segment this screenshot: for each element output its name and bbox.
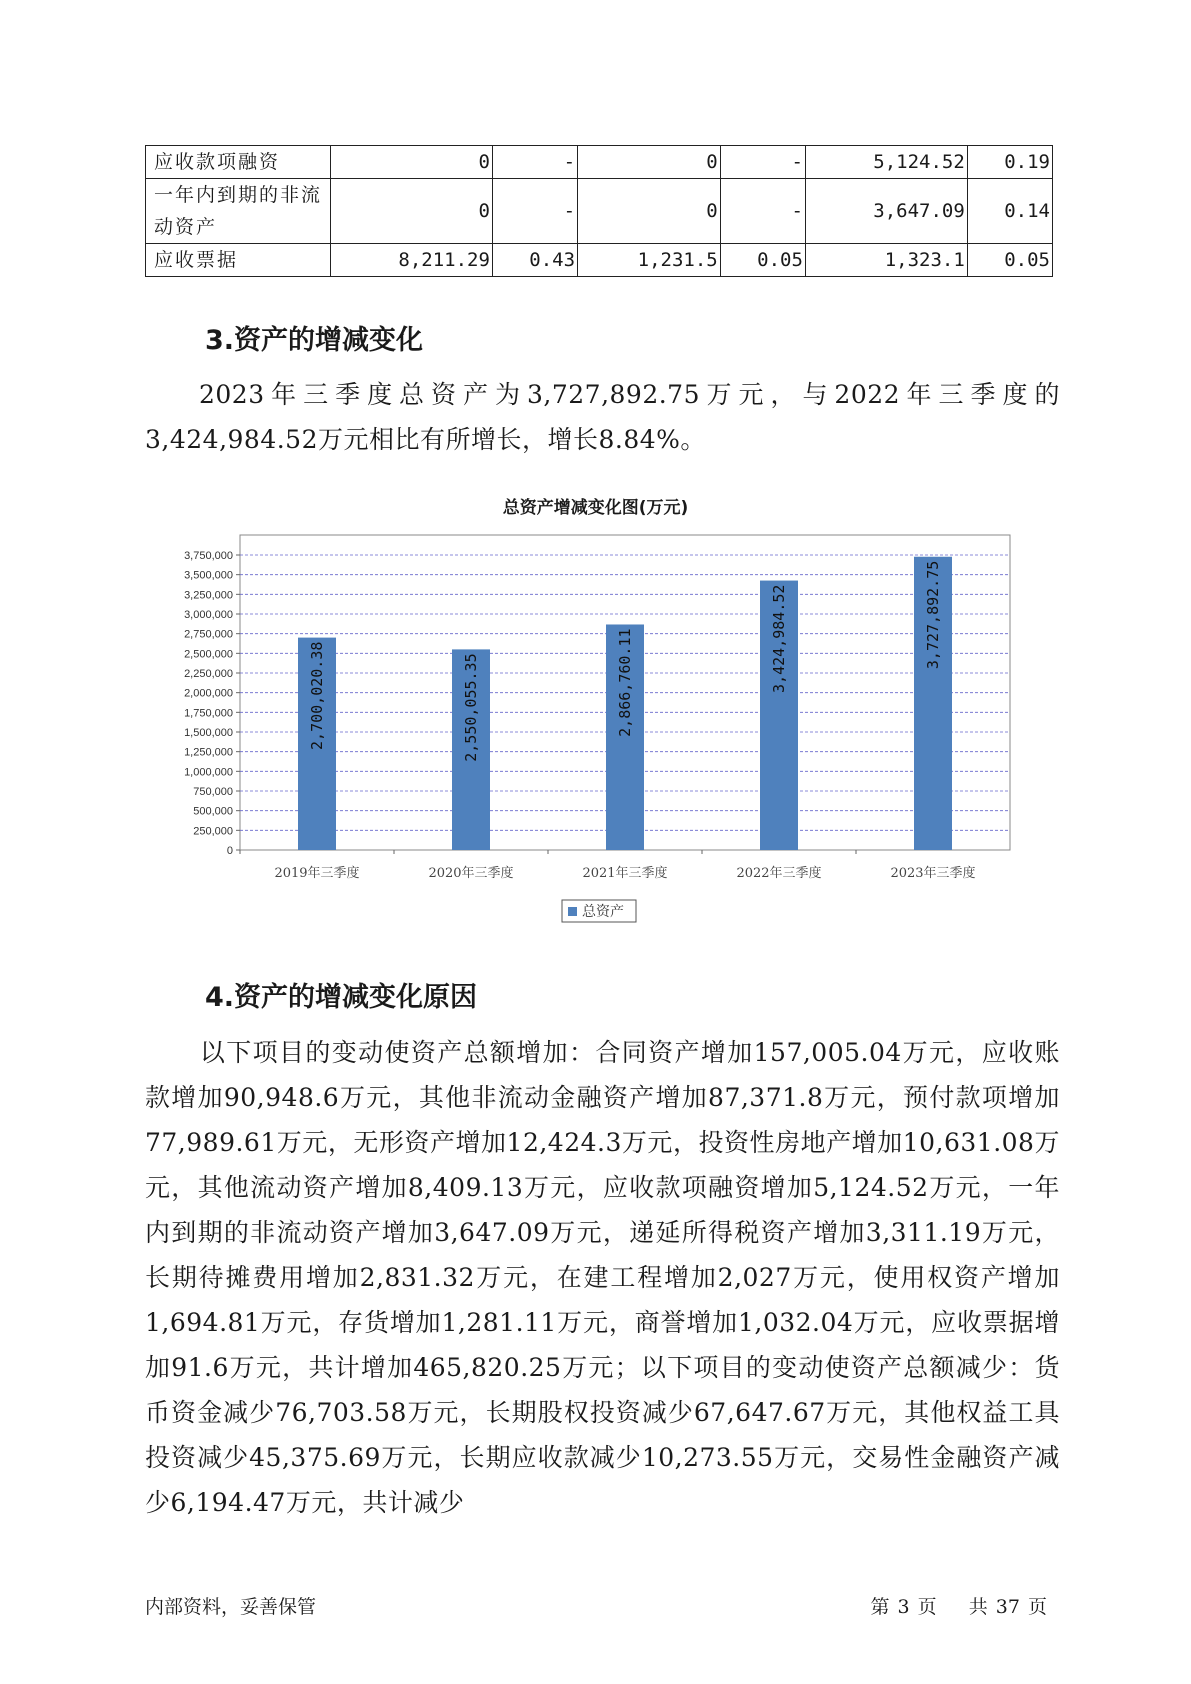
section-heading: 4.资产的增减变化原因: [205, 982, 478, 1013]
table-cell: 1,231.5: [578, 244, 721, 277]
y-tick-label: 3,250,000: [184, 589, 233, 602]
row-name: 一年内到期的非流动资产: [146, 179, 331, 244]
table-cell: -: [492, 179, 577, 244]
table-cell: -: [720, 146, 805, 179]
asset-bar-chart: [150, 525, 1020, 945]
y-tick-label: 1,000,000: [184, 766, 233, 779]
bar-data-label: 3,727,892.75: [924, 560, 942, 670]
y-tick-label: 3,750,000: [184, 550, 233, 562]
y-tick-label: 2,750,000: [184, 628, 233, 641]
section-heading: 3.资产的增减变化: [205, 325, 424, 356]
legend-swatch: [568, 907, 577, 916]
y-tick-label: 500,000: [193, 805, 233, 818]
table-cell: 3,647.09: [805, 179, 967, 244]
table-cell: 0.05: [720, 244, 805, 277]
y-tick-label: 750,000: [193, 786, 233, 798]
y-tick-label: 2,000,000: [184, 687, 233, 700]
section-paragraph: 2023年三季度总资产为3,727,892.75万元，与2022年三季度的3,424,984.52万元相比有所增长，增长8.84%。: [145, 380, 1060, 454]
table-cell: 0.05: [967, 244, 1052, 277]
table-cell: 1,323.1: [805, 244, 967, 277]
y-tick-label: 3,000,000: [184, 609, 233, 621]
bar-data-label: 2,550,055.35: [462, 653, 480, 762]
x-tick-label: 2023年三季度: [890, 866, 976, 881]
y-tick-label: 3,500,000: [184, 569, 233, 582]
y-tick-label: 0: [226, 845, 233, 857]
bar-data-label: 2,866,760.11: [616, 628, 634, 737]
table-cell: 5,124.52: [805, 146, 967, 179]
table-cell: 0.14: [967, 179, 1052, 244]
y-tick-label: 2,500,000: [184, 648, 233, 661]
bar-data-label: 2,700,020.38: [308, 641, 326, 750]
table-cell: -: [720, 179, 805, 244]
x-tick-label: 2022年三季度: [736, 866, 822, 881]
table-row: [146, 244, 1053, 277]
asset-table: [145, 145, 1053, 277]
x-tick-label: 2021年三季度: [582, 866, 668, 881]
table-cell: 0: [331, 179, 493, 244]
x-tick-label: 2020年三季度: [428, 866, 514, 881]
row-name: 应收款项融资: [146, 146, 331, 179]
y-tick-label: 1,750,000: [184, 707, 233, 720]
row-name: 应收票据: [146, 244, 331, 277]
y-tick-label: 250,000: [193, 825, 233, 838]
table-cell: -: [492, 146, 577, 179]
table-cell: 8,211.29: [331, 244, 493, 277]
table-cell: 0: [578, 146, 721, 179]
y-tick-label: 2,250,000: [184, 668, 233, 680]
footer-note: 内部资料，妥善保管: [145, 1596, 317, 1618]
legend-label: 总资产: [582, 904, 624, 920]
y-tick-label: 1,250,000: [184, 746, 233, 759]
bar-data-label: 3,424,984.52: [770, 584, 788, 693]
table-cell: 0: [578, 179, 721, 244]
page-number: 第 3 页 共 37 页: [870, 1596, 1047, 1618]
table-row: [146, 146, 1053, 179]
chart-title: 总资产增减变化图(万元): [502, 498, 689, 518]
table-cell: 0.43: [492, 244, 577, 277]
x-tick-label: 2019年三季度: [274, 866, 360, 881]
table-cell: 0: [331, 146, 493, 179]
section-paragraph: 以下项目的变动使资产总额增加：合同资产增加157,005.04万元，应收账款增加90,948.6万元，其他非流动金融资产增加87,371.8万元，预付款项增加77,989.61万元，无形资产增加12,424.3万元，投资性房地产增加10,631.08万元，其他流动资产增加8,409.13万元，应收款项融资增加5,124.52万元，一年内到期的非流动资产增加3,647.09万元，递延所得税资产增加3,311.19万元，长期待摊费用增加2,831.32万元，在建工程增加2,027万元，使用权资产增加1,694.81万元，存货增加1,281.11万元，商誉增加1,032.04万元，应收票据增加91.6万元，共计增加465,820.25万元；以下项目的变动使资产总额减少：货币资金减少76,703.58万元，长期股权投资减少67,647.67万元，其他权益工具投资减少45,375.69万元，长期应收款减少10,273.55万元，交易性金融资产减少6,194.47万元，共计减少: [145, 1038, 1060, 1517]
y-tick-label: 1,500,000: [184, 727, 233, 739]
table-row: [146, 179, 1053, 244]
table-cell: 0.19: [967, 146, 1052, 179]
